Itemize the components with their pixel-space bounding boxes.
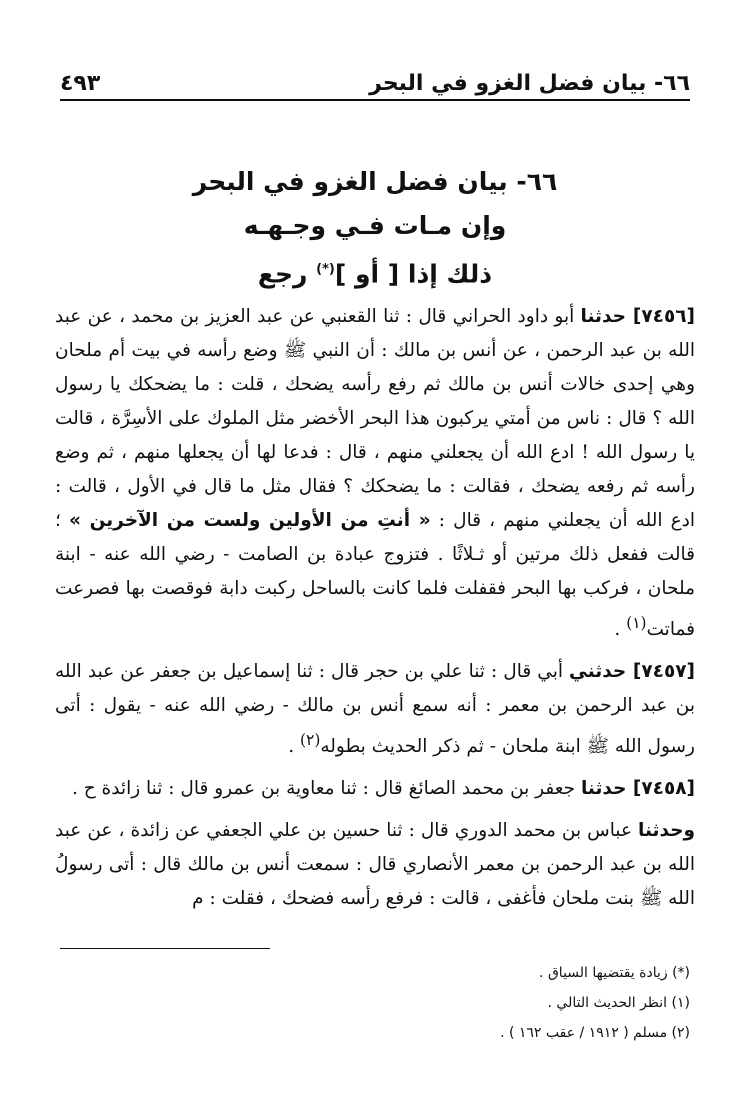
hadith-7458-second-chain bbox=[55, 814, 695, 916]
hadith-end: . bbox=[614, 619, 627, 641]
hadith-7456 bbox=[55, 300, 695, 647]
footnote-ref: (٢) bbox=[300, 731, 321, 750]
hadith-number: [٧٤٥٦] bbox=[632, 306, 695, 327]
narration-lead: حدثنا bbox=[580, 306, 633, 327]
narration-lead: حدثني bbox=[569, 661, 633, 683]
running-header bbox=[60, 60, 690, 96]
hadith-end: . bbox=[288, 736, 301, 758]
hadith-text: أبو داود الحراني قال : ثنا القعنبي عن عبد العزيز بن محمد ، عن عبد الله بن عبد الرحمن ، عن أنس بن مالك : أن النبي ﷺ وضع رأسه في بيت أم ملحان وهي إحدى خالات أنس بن مالك ثم رفع رأسه يضحك ، قلت : ما يضحكك يا رسول الله ؟ قال : ناس من أمتي يركبون هذا البحر الأخضر مثل الملوك على الأسِرَّة ، قالت يا رسول الله ! ادع الله أن يجعلني منهم ، قال : فدعا لها أن يجعلها منهم ، ثم وضع رأسه ثم رفعه يضحك ، فقالت : ما يضحكك ؟ فقال مثل ما قال في الأول ، قالت : ادع الله أن يجعلني منهم ، قال : bbox=[55, 306, 696, 531]
hadith-number: [٧٤٥٧] bbox=[632, 661, 695, 683]
page-number: ٤٩٣ bbox=[60, 71, 101, 96]
chapter-title: ٦٦- بيان فضل الغزو في البحر bbox=[192, 167, 558, 196]
hadith-7458 bbox=[55, 772, 695, 806]
running-title: ٦٦- بيان فضل الغزو في البحر bbox=[369, 71, 690, 96]
main-text bbox=[55, 300, 695, 924]
narration-lead: حدثنا bbox=[580, 778, 633, 800]
hadith-text: عباس بن محمد الدوري قال : ثنا حسين بن علي الجعفي عن زائدة ، عن عبد الله بن عبد الرحمن بن معمر الأنصاري قال : سمعت أنس بن مالك قال : أتى رسولُ الله ﷺ بنت ملحان فأغفى ، قالت : فرفع رأسه فضحك ، فقلت : م bbox=[55, 820, 695, 910]
editorial-mark: (*) bbox=[316, 262, 335, 277]
chapter-line3-text: ذلك إذا [ أو ] bbox=[334, 259, 493, 289]
chapter-subtitle: وإن مـات فـي وجـهـه bbox=[243, 211, 507, 240]
chapter-subtitle-2 bbox=[80, 248, 670, 296]
chapter-heading bbox=[80, 160, 670, 296]
footnote-2: (٢) مسلم ( ١٩١٢ / عقب ١٦٢ ) . bbox=[500, 1025, 690, 1041]
prophet-quote: « أنتِ من الأولين ولست من الآخرين » bbox=[68, 510, 431, 531]
footnote-star: (*) زيادة يقتضيها السياق . bbox=[539, 965, 690, 981]
footnote-ref: (١) bbox=[626, 614, 647, 632]
hadith-number: [٧٤٥٨] bbox=[632, 778, 695, 800]
footnote-rule bbox=[60, 948, 270, 949]
hadith-text: أبي قال : ثنا علي بن حجر قال : ثنا إسماعيل بن جعفر عن عبد الله بن عبد الرحمن بن معمر : أنه سمع أنس بن مالك - رضي الله عنه - يقول : أتى رسول الله ﷺ ابنة ملحان - ثم ذكر الحديث بطوله bbox=[55, 661, 695, 758]
footnotes bbox=[60, 958, 690, 1048]
hadith-text-tail: ؛ قالت ففعل ذلك مرتين أو ثـلاثًا . فتزوج عبادة بن الصامت - رضي الله عنه - ابنة ملحان ، فركب بها البحر فقفلت فلما كانت بالساحل ركبت دابة فوقصت بها فصرعت فماتت bbox=[55, 510, 695, 641]
chapter-line3-end: رجع bbox=[257, 259, 317, 289]
hadith-7457 bbox=[55, 655, 695, 764]
footnote-1: (١) انظر الحديث التالي . bbox=[547, 995, 690, 1011]
header-rule bbox=[60, 99, 690, 101]
narration-lead: وحدثنا bbox=[638, 820, 695, 842]
hadith-text: جعفر بن محمد الصائغ قال : ثنا معاوية بن عمرو قال : ثنا زائدة ح . bbox=[71, 778, 581, 800]
